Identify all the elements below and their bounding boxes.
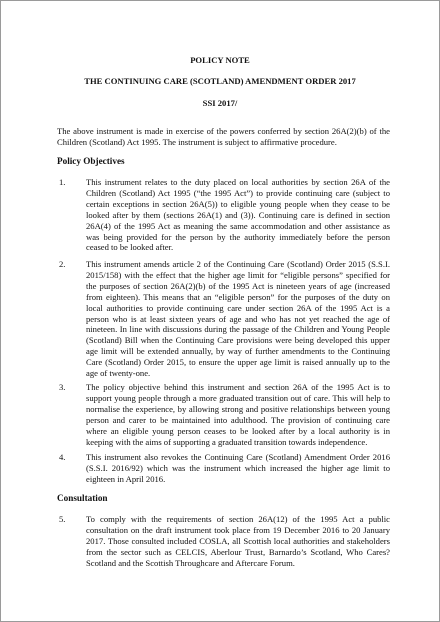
section-heading-policy-objectives: Policy Objectives bbox=[57, 156, 125, 166]
numbered-paragraph bbox=[57, 452, 390, 485]
section-heading-consultation: Consultation bbox=[57, 493, 108, 503]
ssi-number: SSI 2017/ bbox=[202, 98, 238, 108]
paragraph-number: 3. bbox=[59, 382, 66, 392]
order-title: THE CONTINUING CARE (SCOTLAND) AMENDMENT ORDER 2017 bbox=[84, 76, 356, 86]
paragraph-number: 2. bbox=[59, 259, 66, 269]
paragraph-text: This instrument relates to the duty placed on local authorities by section 26A of the Children (Scotland) Act 1995 (“the 1995 Act”) to provide continuing care (subject to certain exceptions in section 26A(5)) to eligible young people when they cease to be looked after by them (sections 26A(1) and (3)). Continuing care is defined in section 26A(4) of the 1995 Act as meaning the same accommodation and other assistance as was being provided for the person by the authority immediately before the person ceased to be looked after. bbox=[86, 177, 390, 253]
paragraph-text: The policy objective behind this instrument and section 26A of the 1995 Act is to support young people through a more graduated transition out of care. This will help to normalise the experience, by allowing strong and positive relationships between young person and carer to be maintained into adulthood. The provision of continuing care where an eligible young person ceases to be looked after by a local authority is in keeping with the aims of supporting a graduated transition towards independence. bbox=[86, 382, 390, 447]
paragraph-text: This instrument amends article 2 of the Continuing Care (Scotland) Order 2015 (S.S.I. 2015/158) with the effect that the higher age limit for “eligible persons” specified for the purposes of section 26A(2)(b) of the 1995 Act is nineteen years of age (increased from eighteen). This means that an “eligible person” for the purposes of the duty on local authorities to provide continuing care under section 26A of the 1995 Act is a person who is at least sixteen years of age and who has not yet reached the age of nineteen. In line with discussions during the passage of the Children and Young People (Scotland) Bill when the Continuing Care provisions were being developed this upper age limit will be extended annually, by way of further amendments to the Continuing Care (Scotland) Order 2015, to ensure the upper age limit is raised annually up to the age of twenty-one. bbox=[86, 259, 390, 379]
numbered-paragraph bbox=[57, 514, 390, 569]
numbered-paragraph bbox=[57, 177, 390, 253]
paragraph-text: This instrument also revokes the Continuing Care (Scotland) Amendment Order 2016 (S.S.I. 2016/92) which was the instrument which increased the higher age limit to eighteen in April 2016. bbox=[86, 452, 390, 484]
paragraph-number: 1. bbox=[59, 177, 66, 187]
document-type-heading: POLICY NOTE bbox=[190, 55, 250, 65]
intro-paragraph: The above instrument is made in exercise of the powers conferred by section 26A(2)(b) of the Children (Scotland) Act 1995. The instrument is subject to affirmative procedure. bbox=[57, 126, 390, 147]
numbered-paragraph bbox=[57, 259, 390, 379]
paragraph-number: 4. bbox=[59, 452, 66, 462]
paragraph-number: 5. bbox=[59, 514, 66, 524]
paragraph-text: To comply with the requirements of section 26A(12) of the 1995 Act a public consultation on the draft instrument took place from 19 December 2016 to 20 January 2017. Those consulted included COSLA, all Scottish local authorities and stakeholders from the sector such as CELCIS, Aberlour Trust, Barnardo’s Scotland, Who Cares? Scotland and the Scottish Throughcare and Aftercare Forum. bbox=[86, 514, 390, 568]
numbered-paragraph bbox=[57, 382, 390, 447]
